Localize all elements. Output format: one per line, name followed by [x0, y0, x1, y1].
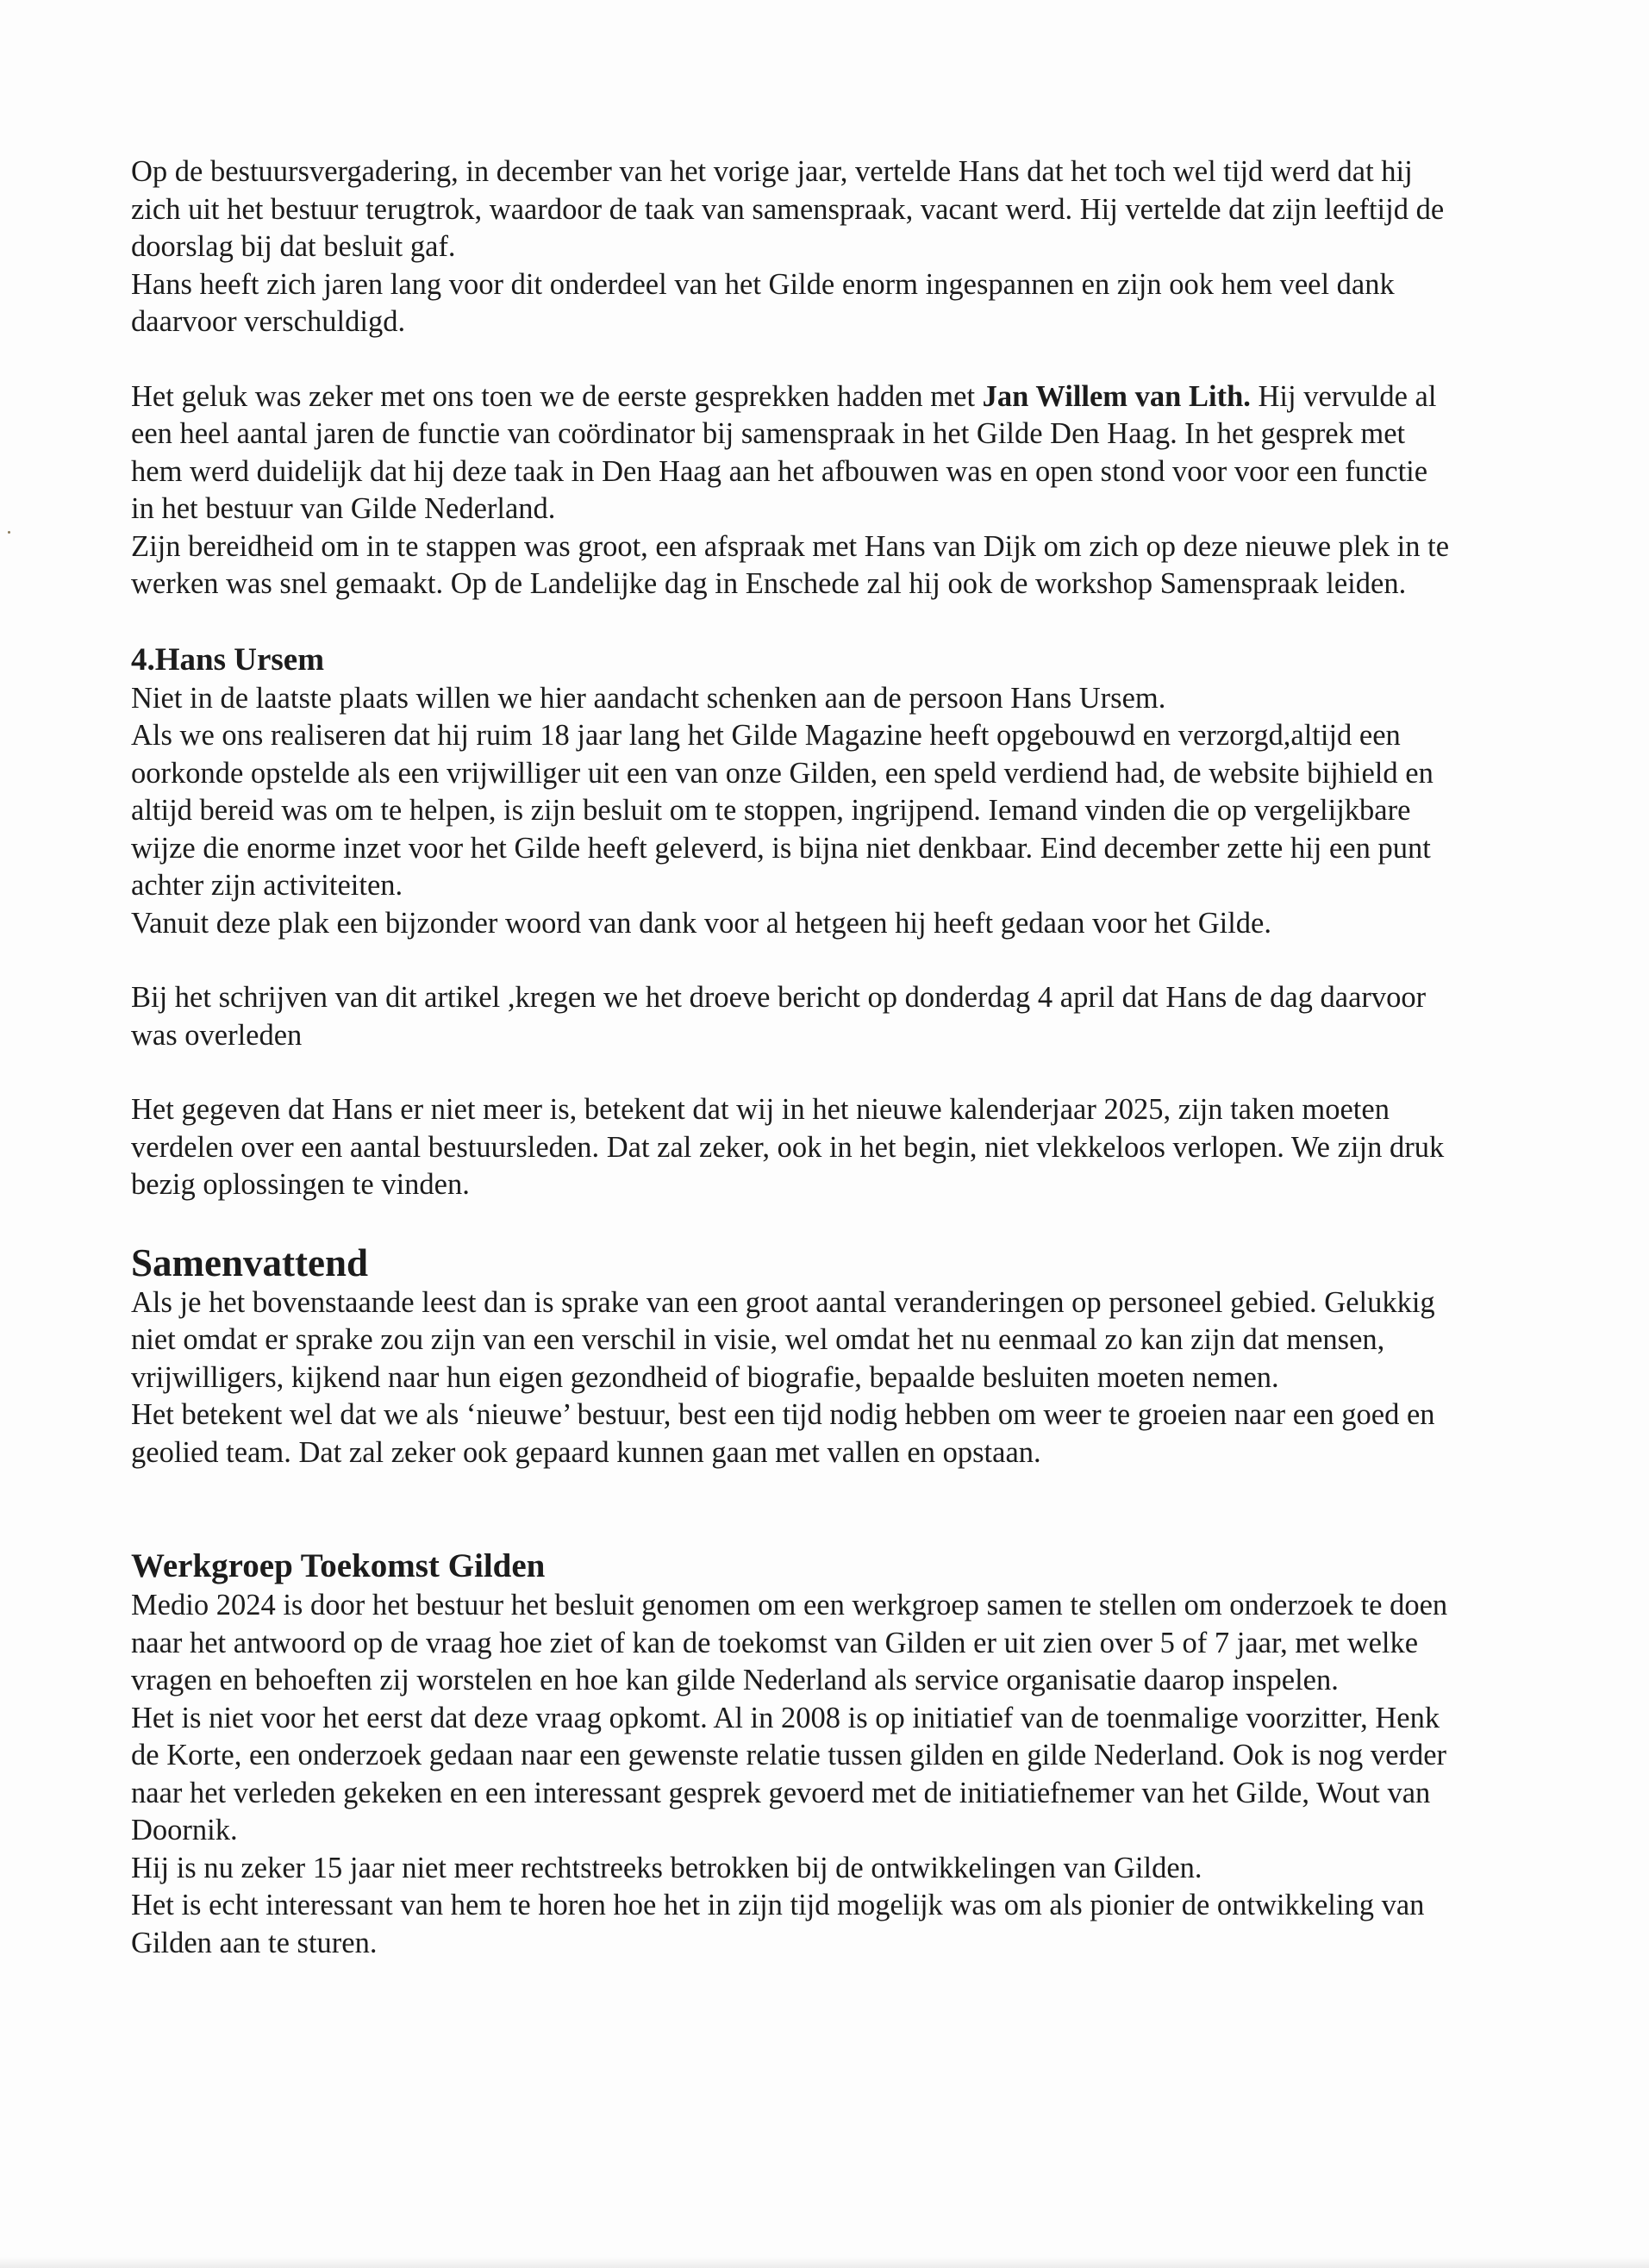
paragraph-werkgroep-decision: Medio 2024 is door het bestuur het besluit genomen om een werkgroep samen te stellen om onderzoek te doen naar het antwoord op de vraag hoe ziet of kan de toekomst van Gilden er uit zien over 5 of 7 jaar, met welke vragen en behoeften zij worstelen en hoe kan gilde Nederland als service organisatie daarop inspelen. [131, 1589, 1448, 1696]
section-hans-ursem [131, 640, 1450, 1204]
name-jan-willem: Jan Willem van Lith. [982, 379, 1251, 413]
spacer [131, 341, 1450, 378]
scan-speck [8, 531, 10, 534]
spacer [131, 1471, 1450, 1546]
paragraph-summary-team: Het betekent wel dat we als ‘nieuwe’ bestuur, best een tijd nodig hebben om weer te groeien naar een goed en geolied team. Dat zal zeker ook gepaard kunnen gaan met vallen en opstaan. [131, 1398, 1435, 1469]
paragraph-gratitude: Vanuit deze plak een bijzonder woord van dank voor al hetgeen hij heeft gedaan voor het Gilde. [131, 906, 1271, 940]
paragraph-summary-changes: Als je het bovenstaande leest dan is sprake van een groot aantal veranderingen op personeel gebied. Gelukkig niet omdat er sprake zou zijn van een verschil in visie, wel omdat het nu eenmaal zo kan zijn dat mensen, vrijwilligers, kijkend naar hun eigen gezondheid of biografie, bepaalde besluiten moeten nemen. [131, 1285, 1435, 1394]
section-jan-willem [131, 378, 1450, 603]
spacer [131, 1204, 1450, 1241]
section-werkgroep [131, 1546, 1450, 1962]
paragraph-jan-willem-willingness: Zijn bereidheid om in te stappen was groot, een afspraak met Hans van Dijk om zich op deze nieuwe plek in te werken was snel gemaakt. Op de Landelijke dag in Enschede zal hij ook de workshop Samenspraak leiden. [131, 529, 1450, 600]
section-samenvattend [131, 1241, 1450, 1472]
spacer [131, 603, 1450, 640]
intro-text-before: Het geluk was zeker met ons toen we de eerste gesprekken hadden met [131, 379, 983, 413]
paragraph-werkgroep-pioneer: Het is echt interessant van hem te horen hoe het in zijn tijd mogelijk was om als pionier de ontwikkeling van Gilden aan te sturen. [131, 1889, 1425, 1959]
paragraph-werkgroep-history: Het is niet voor het eerst dat deze vraag opkomt. Al in 2008 is op initiatief van de toenmalige voorzitter, Henk de Korte, een onderzoek gedaan naar een gewenste relatie tussen gilden en gilde Nederland. Ook is nog verder naar het verleden gekeken en een interessant gesprek gevoerd met de initiatiefnemer van het Gilde, Wout van Doornik. [131, 1701, 1447, 1846]
paragraph-werkgroep-wout: Hij is nu zeker 15 jaar niet meer rechtstreeks betrokken bij de ontwikkelingen van Gilden. [131, 1851, 1202, 1884]
paragraph-board-meeting: Op de bestuursvergadering, in december van het vorige jaar, vertelde Hans dat het toch wel tijd werd dat hij zich uit het bestuur terugtrok, waardoor de taak van samenspraak, vacant werd. Hij vertelde dat zijn leeftijd de doorslag bij dat besluit gaf. [131, 155, 1445, 263]
section-samenspraak-vacancy [131, 153, 1450, 341]
paragraph-attention: Niet in de laatste plaats willen we hier aandacht schenken aan de persoon Hans Ursem. [131, 681, 1166, 715]
paragraph-achievements: Als we ons realiseren dat hij ruim 18 jaar lang het Gilde Magazine heeft opgebouwd en verzorgd,altijd een oorkonde opstelde als een vrijwilliger uit een van onze Gilden, een speld verdiend had, de website bijhield en altijd bereid was om te helpen, is zijn besluit om te stoppen, ingrijpend. Iemand vinden die op vergelijkbare wijze die enorme inzet voor het Gilde heeft geleverd, is bijna niet denkbaar. Eind december zette hij een punt achter zijn activiteiten. [131, 719, 1434, 902]
spacer [131, 942, 1450, 979]
heading-hans-ursem: 4.Hans Ursem [131, 641, 325, 678]
paragraph-jan-willem-intro [131, 378, 1450, 528]
paragraph-thanks-hans: Hans heeft zich jaren lang voor dit onderdeel van het Gilde enorm ingespannen en zijn ook hem veel dank daarvoor verschuldigd. [131, 267, 1395, 338]
heading-samenvattend: Samenvattend [131, 1240, 369, 1284]
paragraph-sad-news: Bij het schrijven van dit artikel ,kregen we het droeve bericht op donderdag 4 april dat Hans de dag daarvoor was overleden [131, 981, 1427, 1052]
article-body [131, 153, 1450, 1962]
intro-text-after: Hij vervulde al een heel aantal jaren de functie van coördinator bij samenspraak in het Gilde Den Haag. In het gesprek met hem werd duidelijk dat hij deze taak in Den Haag aan het afbouwen was en open stond voor voor een functie in het bestuur van Gilde Nederland. [131, 379, 1437, 525]
spacer [131, 1054, 1450, 1091]
heading-werkgroep-toekomst-gilden: Werkgroep Toekomst Gilden [131, 1547, 546, 1584]
scan-bottom-edge [0, 2257, 1649, 2268]
paragraph-task-redistribution: Het gegeven dat Hans er niet meer is, betekent dat wij in het nieuwe kalenderjaar 2025, zijn taken moeten verdelen over een aantal bestuursleden. Dat zal zeker, ook in het begin, niet vlekkeloos verlopen. We zijn druk bezig oplossingen te vinden. [131, 1093, 1445, 1201]
